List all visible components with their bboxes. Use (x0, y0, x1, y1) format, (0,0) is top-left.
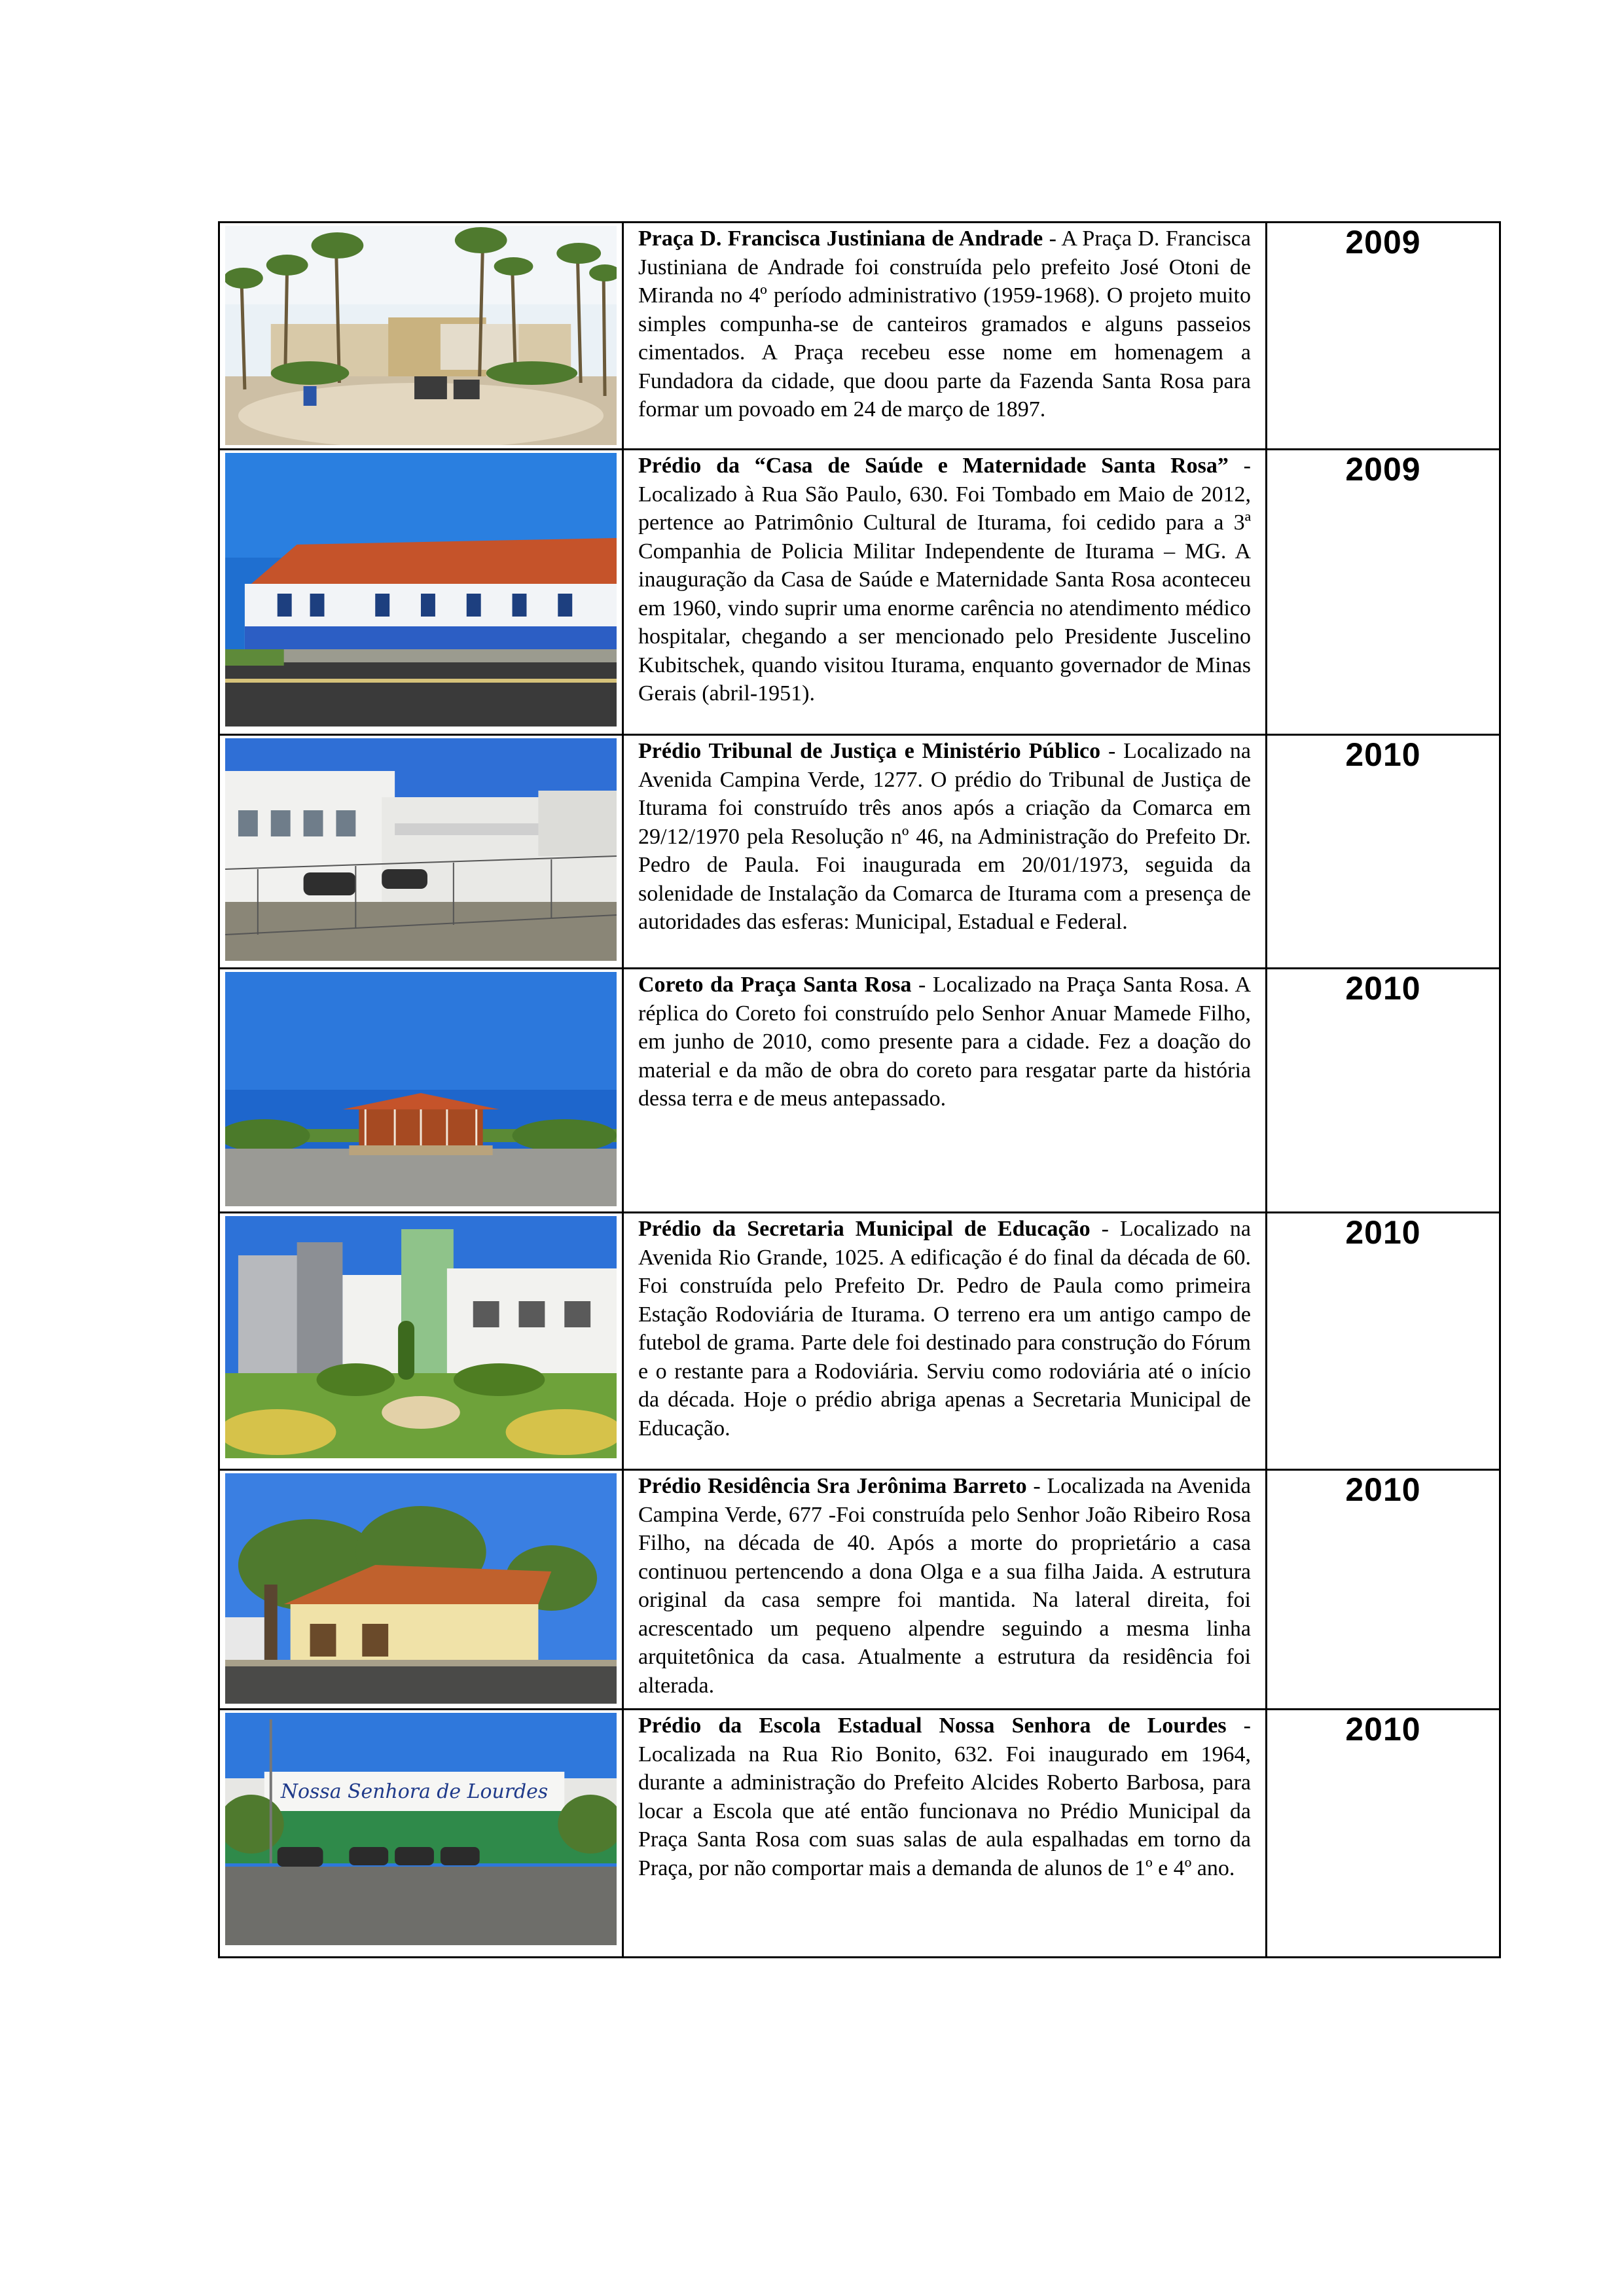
description-cell (623, 969, 1267, 1213)
entry-year: 2010 (1345, 736, 1421, 773)
hospital-building-photo (225, 453, 617, 726)
table-row (219, 223, 1500, 450)
entry-title: Praça D. Francisca Justiniana de Andrade (638, 226, 1043, 251)
photo-cell (219, 1710, 623, 1958)
year-cell (1267, 1213, 1500, 1470)
plaza-photo (225, 226, 617, 445)
entry-text: - Localizado na Avenida Rio Grande, 1025. A edificação é do final da década de 60. Foi construída pelo Prefeito Dr. Pedro de Paula como primeira Estação Rodoviária de Iturama. O terreno era um antigo campo de futebol de grama. Parte dele foi destinado para construção do Fórum e o restante para a Rodoviária. Serviu como rodoviária até o início da década. Hoje o prédio abriga apenas a Secretaria Municipal de Educação. (638, 1217, 1251, 1441)
entry-description (624, 736, 1265, 937)
description-cell (623, 735, 1267, 969)
entry-title: Coreto da Praça Santa Rosa (638, 973, 912, 997)
entry-title: Prédio Residência Sra Jerônima Barreto (638, 1474, 1027, 1498)
year-cell (1267, 969, 1500, 1213)
entry-description (624, 1471, 1265, 1700)
table-row (219, 1710, 1500, 1958)
photo-cell (219, 735, 623, 969)
residence-photo (225, 1473, 617, 1704)
school-sign-text: Nossa Senhora de Lourdes (280, 1780, 549, 1804)
entry-text: - Localizado na Avenida Campina Verde, 1277. O prédio do Tribunal de Justiça de Iturama foi construído três anos após a criação da Comarca em 29/12/1970 pela Resolução nº 46, na Administração do Prefeito Dr. Pedro de Paula. Foi inaugurada em 20/01/1973, seguida da solenidade de Instalação da Comarca de Iturama com a presença de autoridades das esferas: Municipal, Estadual e Federal. (638, 739, 1252, 934)
entry-text: - A Praça D. Francisca Justiniana de Andrade foi construída pelo prefeito José Otoni de Miranda no 4º período administrativo (1959-1968). O projeto muito simples compunha-se de canteiros gramados e alguns passeios cimentados. A Praça recebeu esse nome em homenagem a Fundadora da cidade, que doou parte da Fazenda Santa Rosa para formar um povoado em 24 de março de 1897. (638, 226, 1251, 422)
year-cell (1267, 450, 1500, 735)
entry-year: 2009 (1345, 224, 1421, 260)
photo-cell (219, 223, 623, 450)
table-row (219, 969, 1500, 1213)
entry-year: 2010 (1345, 1711, 1421, 1748)
entry-year: 2010 (1345, 970, 1421, 1007)
entry-year: 2009 (1345, 451, 1421, 488)
education-office-photo (225, 1216, 617, 1458)
photo-cell (219, 969, 623, 1213)
entry-description (624, 969, 1265, 1113)
description-cell (623, 450, 1267, 735)
entry-description (624, 1710, 1265, 1882)
entry-text: - Localizado à Rua São Paulo, 630. Foi Tombado em Maio de 2012, pertence ao Patrimônio Cultural de Iturama, foi cedido para a 3ª Companhia de Policia Militar Independente de Iturama – MG. A inauguração da Casa de Saúde e Maternidade Santa Rosa aconteceu em 1960, vindo suprir uma enorme carência no atendimento médico hospitalar, chegando a ser mencionado pelo Presidente Juscelino Kubitschek, quando visitou Iturama, enquanto governador de Minas Gerais (abril-1951). (638, 454, 1251, 706)
table-row (219, 450, 1500, 735)
bandstand-photo (225, 972, 617, 1206)
photo-cell (219, 1213, 623, 1470)
courthouse-photo (225, 738, 617, 961)
table-row (219, 735, 1500, 969)
photo-cell (219, 450, 623, 735)
entry-title: Prédio Tribunal de Justiça e Ministério Público (638, 739, 1101, 763)
year-cell (1267, 223, 1500, 450)
table-row (219, 1470, 1500, 1710)
description-cell (623, 1470, 1267, 1710)
year-cell (1267, 735, 1500, 969)
entry-title: Prédio da Secretaria Municipal de Educação (638, 1217, 1091, 1241)
entry-text: - Localizada na Avenida Campina Verde, 677 -Foi construída pelo Senhor João Ribeiro Rosa Filho, na década de 40. Após a morte do proprietário a casa continuou pertencendo a dona Olga e a sua filha Jaida. A estrutura original da casa sempre foi mantida. Na lateral direita, foi acrescentado um pequeno alpendre seguindo a mesma linha arquitetônica da casa. Atualmente a estrutura da residência foi alterada. (638, 1474, 1251, 1698)
entry-description (624, 450, 1265, 708)
entry-title: Prédio da “Casa de Saúde e Maternidade Santa Rosa” (638, 454, 1229, 478)
table-row (219, 1213, 1500, 1470)
entry-description (624, 223, 1265, 424)
description-cell (623, 1213, 1267, 1470)
year-cell (1267, 1470, 1500, 1710)
description-cell (623, 223, 1267, 450)
year-cell (1267, 1710, 1500, 1958)
school-photo (225, 1713, 617, 1945)
entry-text: - Localizada na Rua Rio Bonito, 632. Foi inaugurado em 1964, durante a administração do Prefeito Alcides Roberto Barbosa, para locar a Escola que até então funcionava no Prédio Municipal da Praça Santa Rosa com suas salas de aula espalhadas em torno da Praça, por não comportar mais a demanda de alunos de 1º e 4º ano. (638, 1713, 1251, 1880)
entry-description (624, 1213, 1265, 1443)
entry-year: 2010 (1345, 1471, 1421, 1508)
photo-cell (219, 1470, 623, 1710)
entry-year: 2010 (1345, 1214, 1421, 1251)
description-cell (623, 1710, 1267, 1958)
monuments-table (218, 221, 1501, 1958)
entry-text: - Localizado na Praça Santa Rosa. A réplica do Coreto foi construído pelo Senhor Anuar Mamede Filho, em junho de 2010, como presente para a cidade. Fez a doação do material e da mão de obra do coreto para resgatar parte da história dessa terra e de meus antepassado. (638, 973, 1251, 1111)
entry-title: Prédio da Escola Estadual Nossa Senhora de Lourdes (638, 1713, 1227, 1738)
